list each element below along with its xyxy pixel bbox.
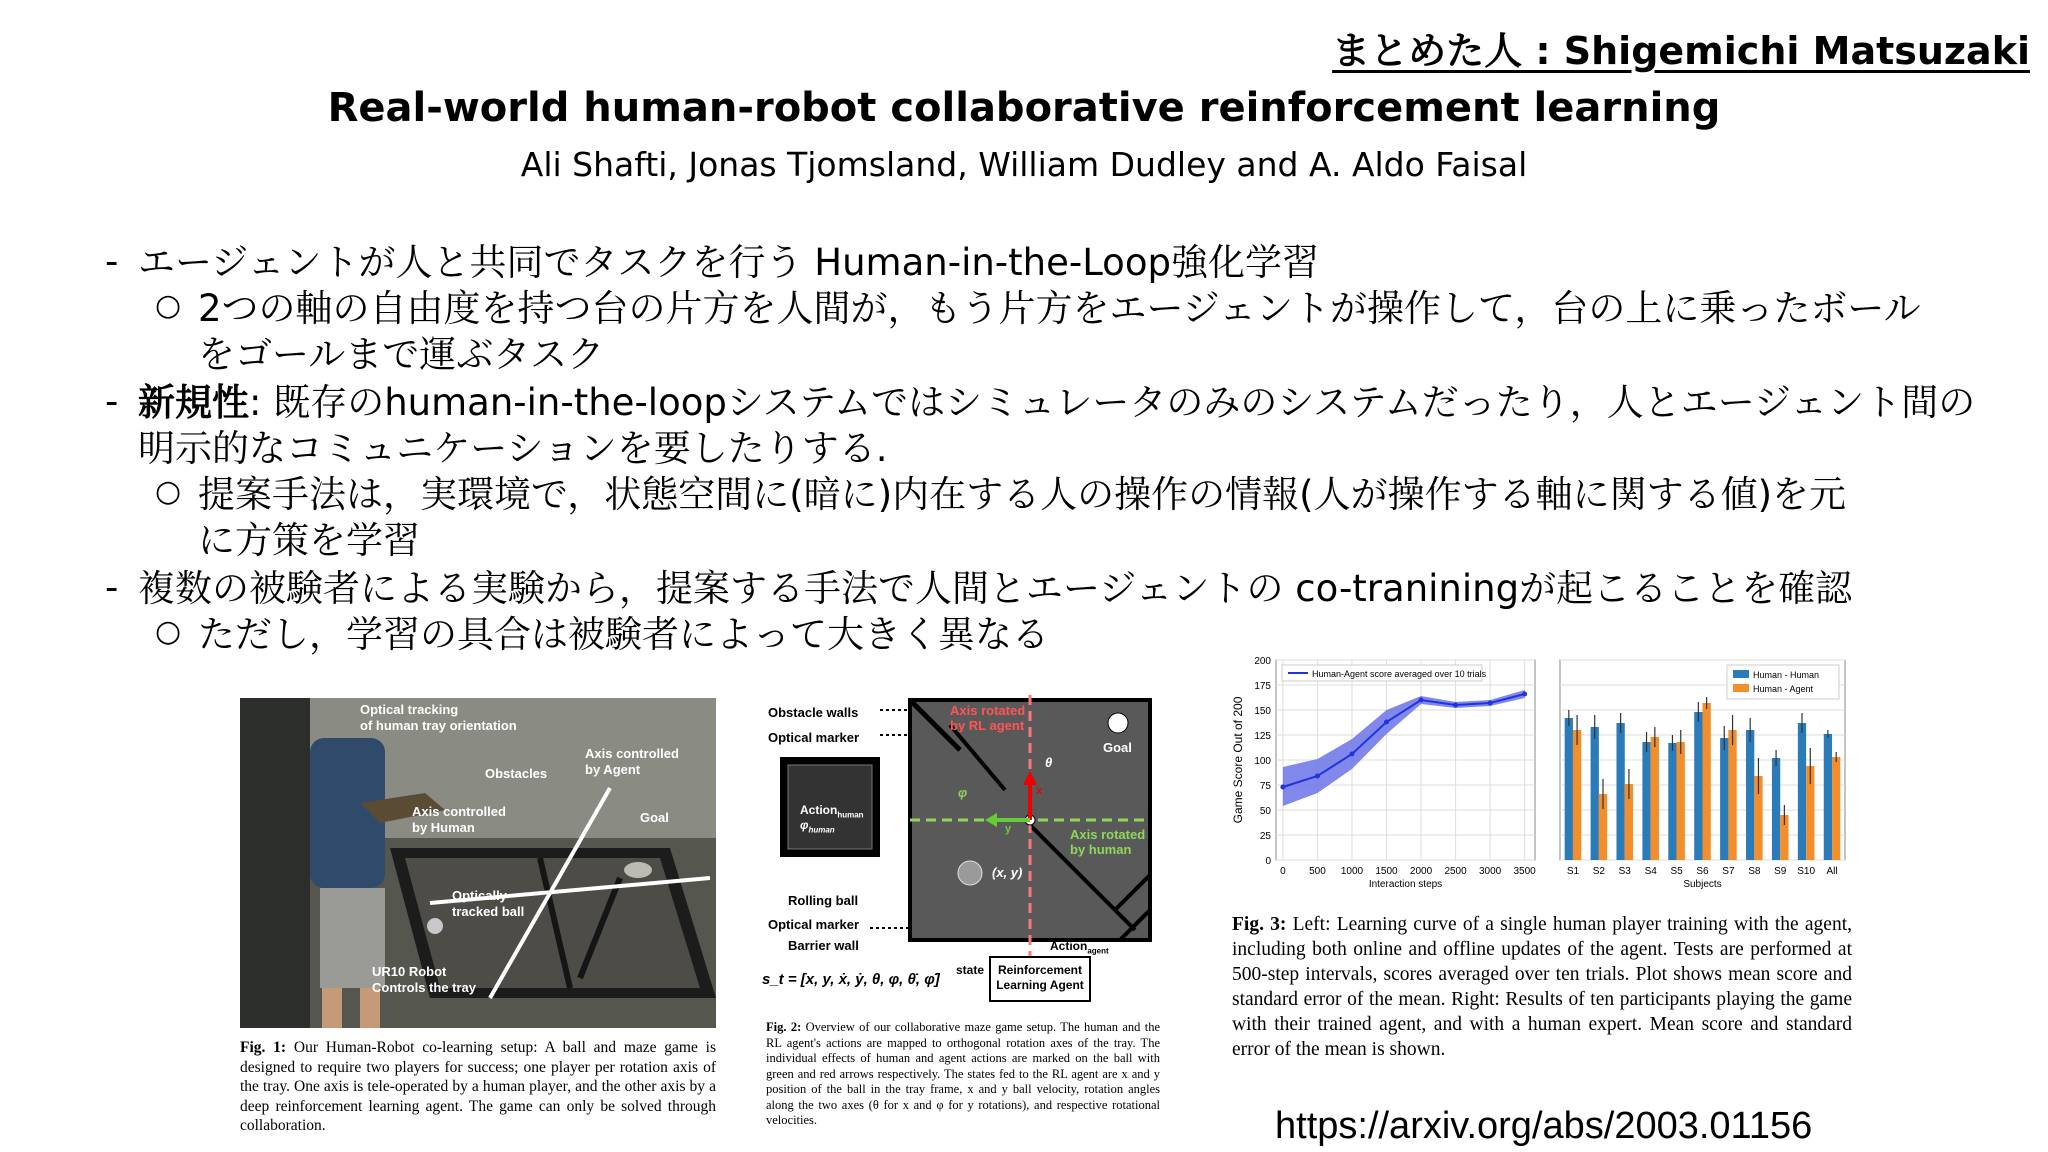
bullet-2-rest: : 既存のhuman-in-the-loopシステムではシミュレータのみのシステムだったり，人とエージェント間の	[249, 381, 1976, 424]
right-chart-legend-swatch	[1733, 684, 1749, 692]
left-chart-point	[1349, 752, 1354, 757]
fig2-label-xy: (x, y)	[992, 865, 1023, 880]
right-chart-xtick: S6	[1696, 866, 1709, 877]
left-chart-ytick: 25	[1259, 831, 1271, 842]
fig1-label-optical-tracking: Optical tracking of human tray orientation	[360, 702, 517, 733]
left-chart-point	[1522, 692, 1527, 697]
fig2-label-x-axis: x	[1036, 785, 1043, 797]
left-chart-xtick: 3500	[1513, 866, 1536, 877]
bullet-1: エージェントが人と共同でタスクを行う Human-in-the-Loop強化学習	[138, 241, 1319, 284]
bullet-2	[138, 380, 1975, 426]
fig2-phi-human-sub: human	[808, 825, 835, 835]
right-chart-bar	[1832, 757, 1840, 860]
fig3-chart-svg	[1230, 648, 1850, 898]
fig2-label-barrier-wall: Barrier wall	[788, 938, 859, 953]
left-chart-ytick: 0	[1265, 856, 1271, 867]
left-chart-xtick: 0	[1280, 866, 1286, 877]
fig1-photo	[240, 698, 716, 1028]
fig2-label-axis-human: Axis rotated by human	[1070, 827, 1146, 857]
left-chart-point	[1280, 785, 1285, 790]
left-chart-ytick: 75	[1259, 781, 1271, 792]
left-chart-ytick: 175	[1254, 681, 1271, 692]
fig2-action-agent-sub: agent	[1087, 946, 1109, 956]
right-chart-xtick: S3	[1618, 866, 1631, 877]
left-chart-point	[1315, 774, 1320, 779]
fig1-label-goal: Goal	[640, 810, 669, 825]
paper-title: Real-world human-robot collaborative reinforcement learning	[327, 85, 1721, 131]
right-chart-bar	[1677, 742, 1685, 860]
right-chart-xtick: S7	[1722, 866, 1735, 877]
right-chart-xtick: S4	[1644, 866, 1657, 877]
fig2-label-phi: φ	[958, 785, 968, 800]
left-chart-point	[1384, 720, 1389, 725]
fig2-label-phi-human	[800, 818, 835, 834]
right-chart-legend-swatch	[1733, 670, 1749, 678]
left-chart-xtick: 500	[1309, 866, 1326, 877]
fig2-label-goal: Goal	[1103, 740, 1132, 755]
fig3-caption	[1232, 912, 1852, 1062]
fig2-label-theta: θ	[1045, 755, 1053, 770]
left-chart-point	[1419, 698, 1424, 703]
bullet-3: 複数の被験者による実験から，提案する手法で人間とエージェントの co-traniningが起こることを確認	[138, 567, 1853, 610]
right-chart-bar	[1694, 712, 1702, 860]
bullet-2-bold: 新規性	[138, 381, 249, 424]
right-chart-bar	[1772, 758, 1780, 860]
left-chart-ytick: 100	[1254, 756, 1271, 767]
bullet-dash: -	[105, 240, 119, 283]
fig1-label-axis-agent: Axis controlled by Agent	[585, 746, 679, 777]
right-chart-bar	[1703, 703, 1711, 860]
right-chart-bar	[1798, 723, 1806, 860]
right-chart-xtick: S10	[1797, 866, 1816, 877]
left-chart-xtick: 2500	[1444, 866, 1467, 877]
right-chart-xtick: S5	[1670, 866, 1683, 877]
right-chart-bar	[1616, 723, 1624, 860]
fig2-action-human-sub: human	[837, 810, 864, 820]
right-chart-bar	[1668, 743, 1676, 860]
bullet-2-sub-line-2: に方策を学習	[198, 519, 420, 562]
fig1-caption-label: Fig. 1:	[240, 1039, 287, 1056]
left-chart-legend-label: Human-Agent score averaged over 10 trials	[1312, 669, 1487, 679]
left-chart-xtick: 1000	[1340, 866, 1364, 877]
left-chart-point	[1488, 701, 1493, 706]
bullet-2-line-2: 明示的なコミュニケーションを要したりする.	[138, 427, 888, 470]
right-chart-bar	[1746, 730, 1754, 860]
right-chart-xtick: S2	[1592, 866, 1605, 877]
fig3-charts	[1230, 648, 1850, 898]
right-chart-bar	[1651, 737, 1659, 860]
bullet-circle: ○	[155, 614, 182, 649]
right-chart-bar	[1565, 718, 1573, 860]
right-chart-bar	[1591, 727, 1599, 860]
right-chart-bar	[1642, 742, 1650, 860]
fig2-diagram	[760, 695, 1160, 1007]
bullet-dash: -	[105, 380, 119, 423]
fig2-label-axis-rl: Axis rotated by RL agent	[950, 703, 1026, 733]
right-chart-bar	[1824, 734, 1832, 860]
fig2-label-rolling-ball: Rolling ball	[788, 893, 859, 908]
fig2-label-obstacle-walls: Obstacle walls	[768, 705, 859, 720]
left-chart-xlabel: Interaction steps	[1368, 879, 1443, 890]
arxiv-url[interactable]: https://arxiv.org/abs/2003.01156	[1275, 1105, 1813, 1147]
fig2-label-action-agent	[1050, 939, 1109, 955]
fig1-label-axis-human: Axis controlled by Human	[412, 804, 506, 835]
fig2-label-optical-marker-bottom: Optical marker	[768, 917, 860, 932]
bullet-dash: -	[105, 566, 119, 609]
right-chart-legend-label: Human - Agent	[1753, 684, 1814, 694]
fig2-action-human-text: Action	[800, 803, 838, 817]
left-chart-ytick: 50	[1259, 806, 1271, 817]
left-chart-ytick: 150	[1254, 706, 1271, 717]
fig2-label-optical-marker-top: Optical marker	[768, 730, 860, 745]
fig1-label-ur10: UR10 Robot Controls the tray	[372, 964, 477, 995]
fig2-caption-text: Overview of our collaborative maze game setup. The human and the RL agent's actions are mapped to orthogonal rotation axes of the tray. The individual effects of human and agent actions are marked on the ball with green and red arrows respectively. The states fed to the RL agent are x and y position of the ball in the tray frame, x and y ball velocity, rotation angles along the two axes (θ for x and φ for y rotations), and respective rotational velocities.	[766, 1020, 1160, 1127]
bullet-2-sub-line-1: 提案手法は，実環境で，状態空間に(暗に)内在する人の操作の情報(人が操作する軸に関する値)を元	[198, 473, 1846, 516]
fig2-label-y-axis: y	[1005, 823, 1012, 835]
paper-authors: Ali Shafti, Jonas Tjomsland, William Dudley and A. Aldo Faisal	[520, 145, 1528, 184]
left-chart-xtick: 1500	[1375, 866, 1398, 877]
left-chart-ylabel: Game Score Out of 200	[1231, 696, 1245, 824]
bullet-3-sub-line-1: ただし，学習の具合は被験者によって大きく異なる	[198, 613, 1049, 656]
fig3-caption-text: Left: Learning curve of a single human player training with the agent, including both online and offline updates of the agent. Tests are performed at 500-step intervals, scores averaged over ten trials. Plot shows mean score and standard error of the mean. Right: Results of ten participants playing the game with their trained agent, and with a human expert. Mean score and standard error of the mean is shown.	[1232, 914, 1852, 1060]
fig2-label-state: state	[956, 963, 985, 977]
right-chart-xtick: S8	[1748, 866, 1761, 877]
fig2-phi-human-text: φ	[800, 818, 809, 832]
left-chart-point	[1453, 703, 1458, 708]
summarizer-credit: まとめた人 : Shigemichi Matsuzaki	[1332, 29, 2030, 73]
fig2-caption-label: Fig. 2:	[766, 1020, 802, 1034]
bullet-circle: ○	[155, 474, 182, 509]
fig1-caption	[240, 1038, 716, 1136]
bullet-1-sub-line-2: をゴールまで運ぶタスク	[198, 333, 605, 376]
left-chart-xtick: 3000	[1478, 866, 1502, 877]
right-chart-xlabel: Subjects	[1683, 879, 1722, 890]
right-chart-legend-label: Human - Human	[1753, 670, 1820, 680]
fig1-label-tracked-ball: Optically tracked ball	[452, 888, 525, 919]
fig2-label-rl-box: Reinforcement Learning Agent	[996, 963, 1084, 992]
fig2-label-action-human	[800, 803, 864, 819]
left-chart-xtick: 2000	[1409, 866, 1433, 877]
right-chart-bar	[1720, 738, 1728, 860]
fig2-action-agent-text: Action	[1050, 939, 1088, 953]
right-chart-bar	[1728, 730, 1736, 860]
right-chart-xtick: All	[1826, 866, 1838, 877]
fig1-label-obstacles: Obstacles	[485, 766, 548, 781]
fig3-caption-label: Fig. 3:	[1232, 914, 1287, 935]
right-chart-bar	[1573, 730, 1581, 860]
left-chart-ytick: 125	[1254, 731, 1271, 742]
fig2-caption	[766, 1020, 1160, 1129]
right-chart-xtick: S1	[1566, 866, 1580, 877]
right-chart-xtick: S9	[1774, 866, 1787, 877]
left-chart-ytick: 200	[1254, 656, 1271, 667]
bullet-circle: ○	[155, 288, 182, 323]
fig2-state-equation: s_t = [x, y, ẋ, ẏ, θ, φ, θ̇, φ̇]	[762, 971, 940, 988]
bullet-1-sub-line-1: 2つの軸の自由度を持つ台の片方を人間が，もう片方をエージェントが操作して，台の上に乗ったボール	[198, 287, 1921, 330]
fig1-caption-text: Our Human-Robot co-learning setup: A ball and maze game is designed to require two players for success; one player per rotation axis of the tray. One axis is tele-operated by a human player, and the other axis by a deep reinforcement learning agent. The game can only be solved through collaboration.	[240, 1039, 716, 1134]
